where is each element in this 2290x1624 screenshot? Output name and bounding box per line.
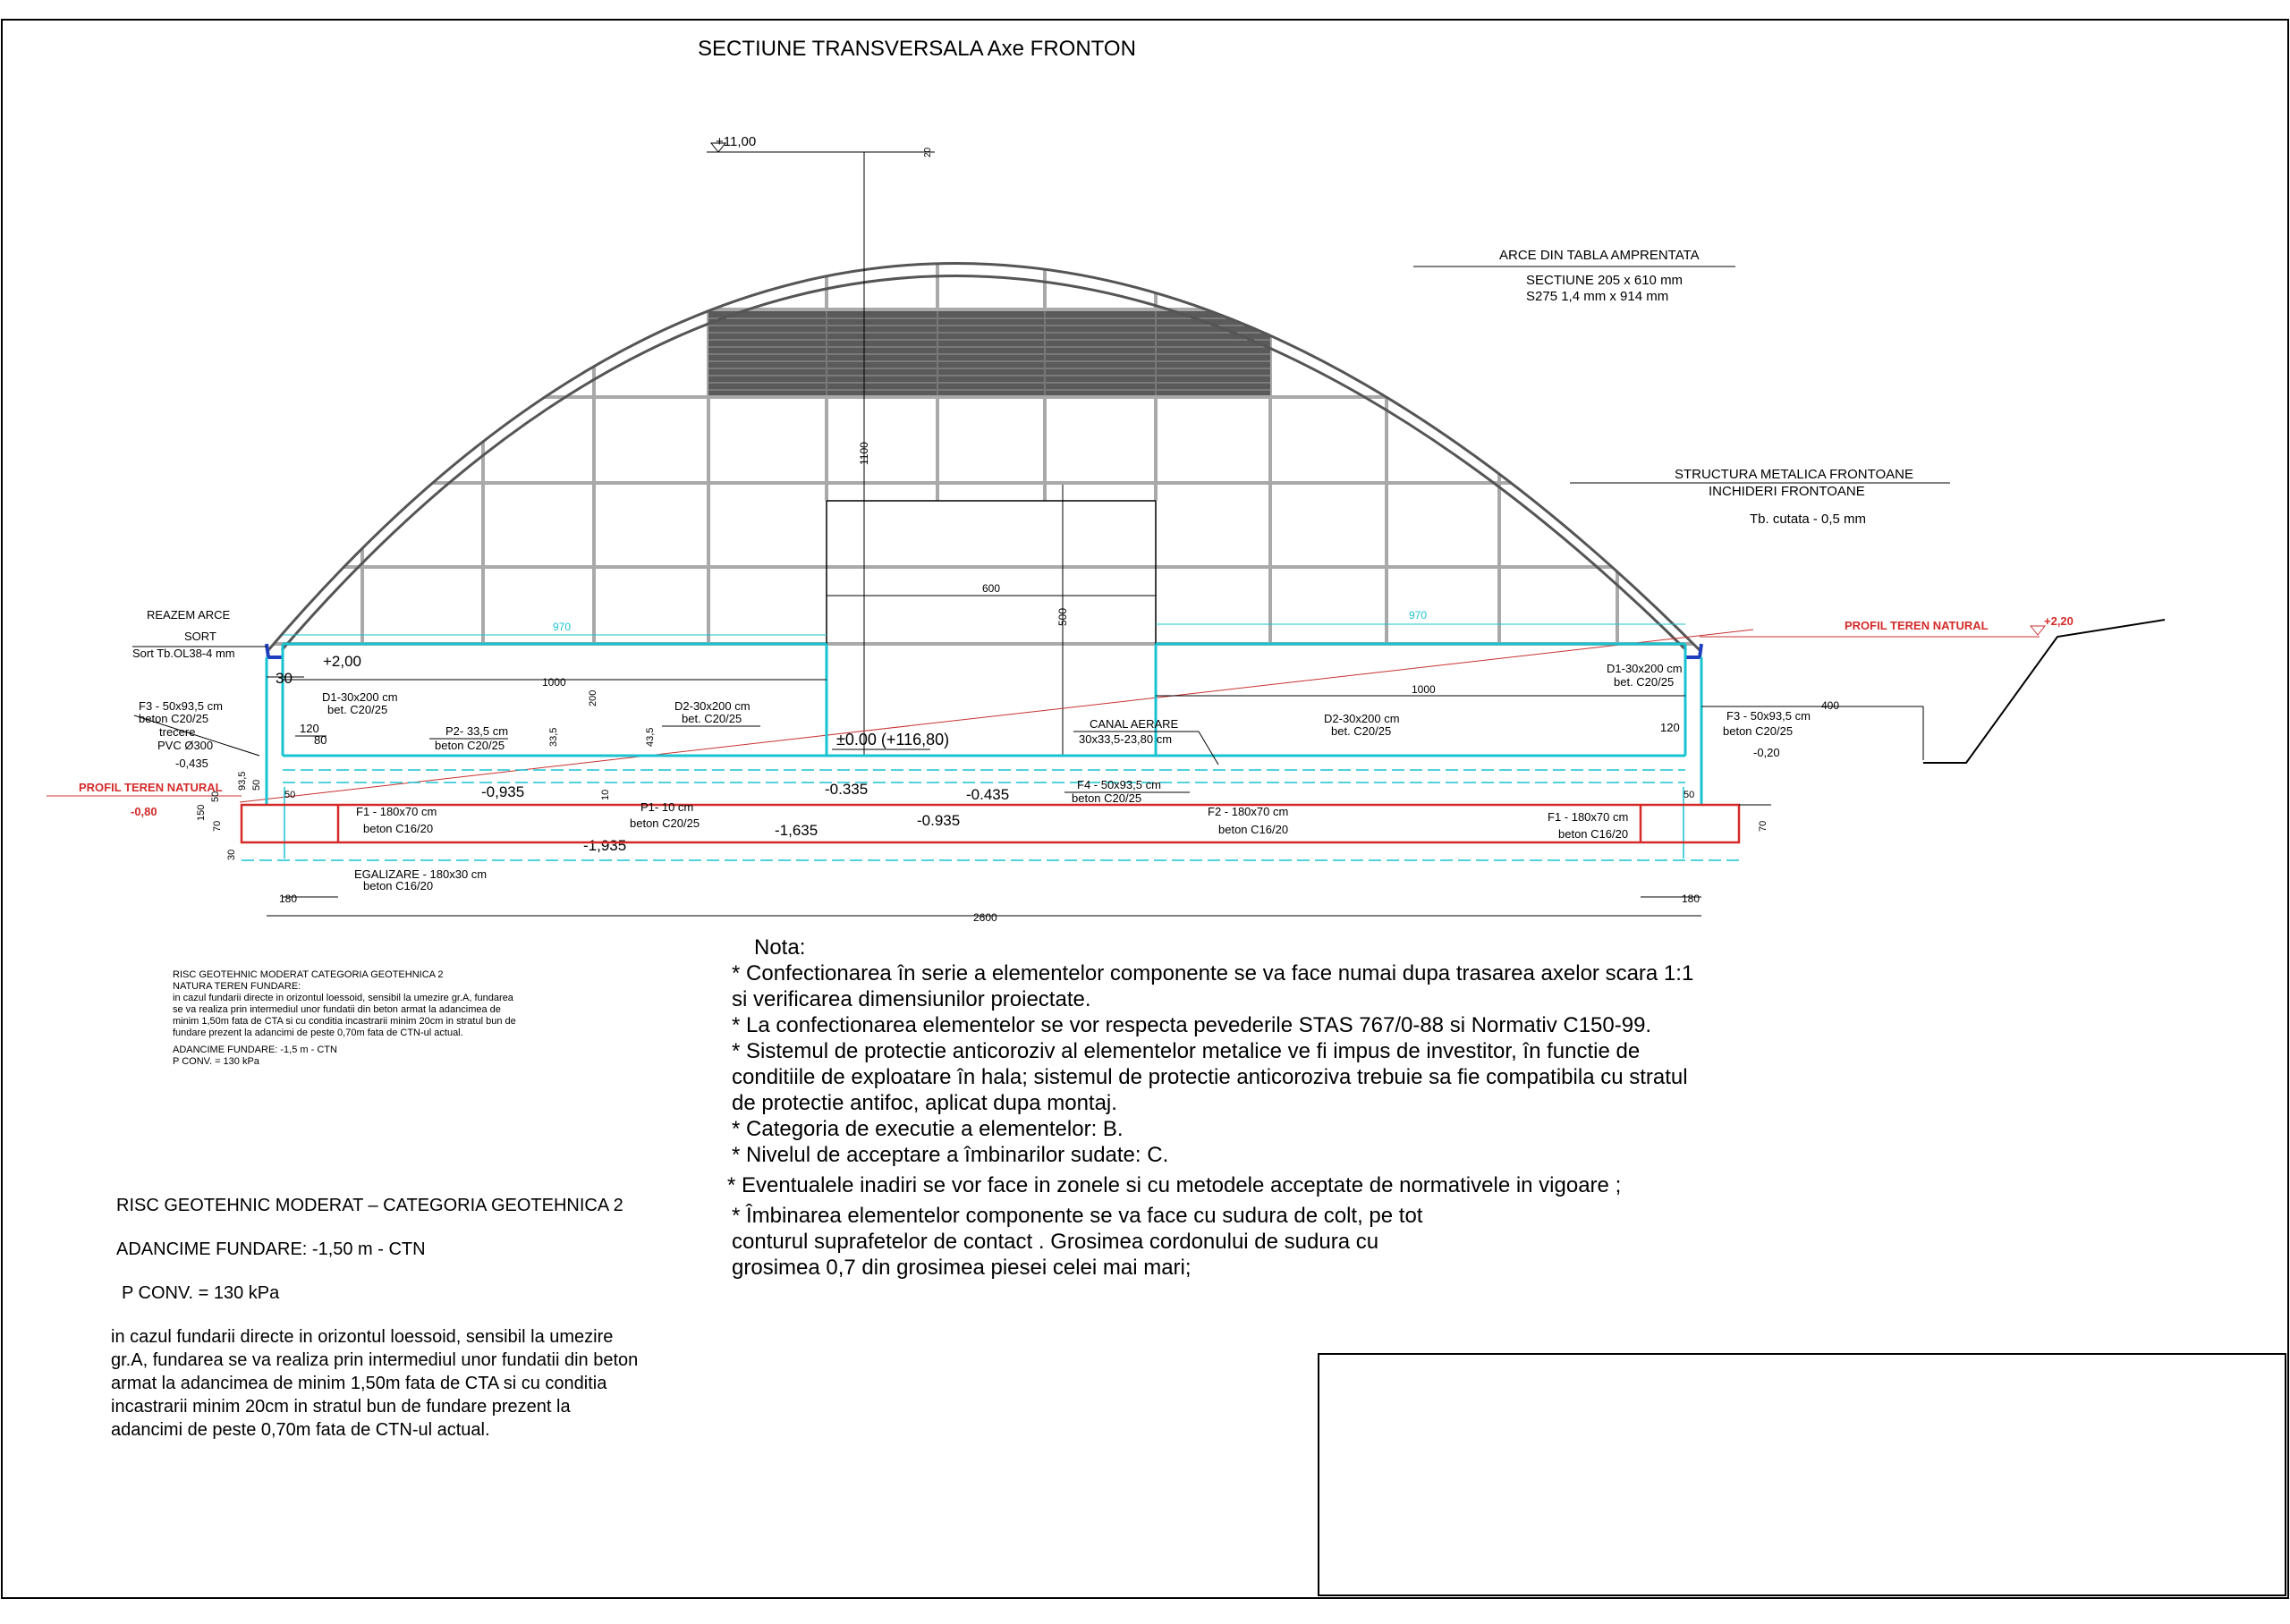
small-geo-l3: in cazul fundarii directe in orizontul loessoid, sensibil la umezire gr.A, fundarea <box>173 993 513 1003</box>
label-d1-left-b: bet. C20/25 <box>327 703 388 716</box>
label-f1-right-b: beton C16/20 <box>1558 827 1629 841</box>
label-d2-right: D2-30x200 cm <box>1324 712 1400 725</box>
small-geotech-note <box>173 969 593 1068</box>
louver-panel <box>708 311 1270 395</box>
dim-1000-left: 1000 <box>542 676 566 689</box>
geo-p2: gr.A, fundarea se va realiza prin intermediul unor fundatii din beton <box>111 1350 639 1370</box>
arch-leader <box>1413 266 1950 483</box>
svg-text:30: 30 <box>226 849 237 860</box>
note-line: * Eventualele inadiri se vor face in zonele si cu metodele acceptate de normativele in vigoare ; <box>727 1173 1622 1197</box>
dim-120-left: 120 <box>300 722 319 735</box>
svg-text:50: 50 <box>210 791 221 802</box>
drawing-title: SECTIUNE TRANSVERSALA Axe FRONTON <box>698 37 1136 61</box>
note-line: de protectie antifoc, aplicat dupa montaj. <box>732 1091 1117 1115</box>
small-geo-l2: NATURA TEREN FUNDARE: <box>173 981 301 992</box>
svg-text:1100: 1100 <box>858 442 870 465</box>
level-top: +11,00 <box>716 134 757 149</box>
label-p1: P1- 10 cm <box>640 800 694 814</box>
small-geo-l6: fundare prezent la adancimi de peste 0,70m fata de CTN-ul actual. <box>173 1028 463 1038</box>
label-f3-right-b: beton C20/25 <box>1723 724 1794 738</box>
level-zero: ±0.00 (+116,80) <box>836 731 950 749</box>
note-line: si verificarea dimensiunilor proiectate. <box>732 987 1091 1011</box>
level-0335: -0.335 <box>825 781 869 798</box>
label-canal: CANAL AERARE <box>1090 717 1179 731</box>
level-inner: +2,00 <box>323 653 362 670</box>
frontal-grid <box>268 143 1700 644</box>
dim-970-left: 970 <box>553 621 572 633</box>
foundations <box>242 805 1739 842</box>
dim-180-left: 180 <box>279 892 298 905</box>
label-trecere: trecere <box>159 725 196 739</box>
label-reazem: REAZEM ARCE <box>147 608 231 622</box>
top-level-mark <box>707 134 935 157</box>
note-line: * La confectionarea elementelor se vor respecta pevederile STAS 767/0-88 si Normativ C150-99. <box>732 1013 1652 1037</box>
label-profil-left: PROFIL TEREN NATURAL <box>79 781 223 794</box>
label-d2-left: D2-30x200 cm <box>674 699 751 713</box>
label-arce-sect: SECTIUNE 205 x 610 mm <box>1526 273 1684 288</box>
note-line: * Confectionarea în serie a elementelor componente se va face numai dupa trasarea axelor scara 1:1 <box>732 961 1694 985</box>
label-arce-mat: S275 1,4 mm x 914 mm <box>1526 289 1669 304</box>
support-right <box>1685 644 1701 657</box>
svg-text:150: 150 <box>196 804 207 821</box>
label-d1-left: D1-30x200 cm <box>322 690 398 704</box>
label-f3-left: F3 - 50x93,5 cm <box>139 699 223 713</box>
geo-p5: adancimi de peste 0,70m fata de CTN-ul actual. <box>111 1420 490 1440</box>
dim-600 <box>827 582 1156 596</box>
small-geo-l5: minim 1,50m fata de CTA si cu conditia incastrarii minim 20cm in stratul bun de <box>173 1016 516 1027</box>
note-line: conturul suprafetelor de contact . Grosimea cordonului de sudura cu <box>732 1230 1379 1254</box>
level-0935-mid: -0.935 <box>917 812 961 829</box>
label-arce-title: ARCE DIN TABLA AMPRENTATA <box>1499 248 1700 263</box>
label-d2-left-b: bet. C20/25 <box>682 712 742 725</box>
dim-70-right: 70 <box>1758 820 1768 832</box>
dim-33-5: 33,5 <box>548 727 559 747</box>
level-0435-left: -0,435 <box>175 757 208 770</box>
geo-p3: armat la adancimea de minim 1,50m fata de CTA si cu conditia <box>111 1374 607 1393</box>
label-f2-b: beton C16/20 <box>1218 823 1289 836</box>
label-f1-left: F1 - 180x70 cm <box>356 805 437 818</box>
small-geo-l8: P CONV. = 130 kPa <box>173 1056 259 1067</box>
dim-2600: 2600 <box>973 911 997 924</box>
label-profil-right: PROFIL TEREN NATURAL <box>1845 619 1989 632</box>
level-1635: -1,635 <box>775 822 818 839</box>
label-egal: EGALIZARE - 180x30 cm <box>354 867 488 881</box>
level-0935-left: -0,935 <box>481 783 525 800</box>
label-f1-left-b: beton C16/20 <box>363 822 434 835</box>
level-020-right: -0,20 <box>1753 746 1780 759</box>
label-sort-tb: Sort Tb.OL38-4 mm <box>132 647 235 660</box>
dim-400: 400 <box>1821 699 1840 712</box>
svg-text:93,5: 93,5 <box>237 771 248 791</box>
title-block <box>1318 1353 2286 1596</box>
label-d2-right-b: bet. C20/25 <box>1331 724 1392 738</box>
geotech-note <box>111 1194 689 1442</box>
note-line: conditiile de exploatare în hala; sistemul de protectie anticoroziva trebuie sa fie compatibila cu stratul <box>732 1065 1688 1089</box>
geo-adancime: ADANCIME FUNDARE: -1,50 m - CTN <box>116 1239 426 1259</box>
label-f1-right: F1 - 180x70 cm <box>1548 810 1629 824</box>
label-f4: F4 - 50x93,5 cm <box>1077 778 1161 791</box>
label-canal-dim: 30x33,5-23,80 cm <box>1079 732 1173 746</box>
note-line: * Categoria de executie a elementelor: B. <box>732 1117 1124 1141</box>
label-p2: P2- 33,5 cm <box>445 724 509 738</box>
dim-30: 30 <box>276 670 293 687</box>
dim-500 <box>1056 485 1069 756</box>
label-f3-left-b: beton C20/25 <box>139 712 209 725</box>
svg-text:50: 50 <box>284 790 296 800</box>
geo-p4: incastrarii minim 20cm in stratul bun de fundare prezent la <box>111 1397 571 1417</box>
label-f3-right: F3 - 50x93,5 cm <box>1726 709 1811 723</box>
label-struct-1: STRUCTURA METALICA FRONTOANE <box>1675 467 1913 482</box>
dim-200: 200 <box>588 689 598 706</box>
note-line: grosimea 0,7 din grosimea piesei celei mai mari; <box>732 1256 1192 1280</box>
label-egal-b: beton C16/20 <box>363 879 434 892</box>
label-sort: SORT <box>184 630 216 643</box>
dim-1000-right: 1000 <box>1412 683 1436 696</box>
label-p1-b: beton C20/25 <box>630 816 700 830</box>
level-080: -0,80 <box>131 805 157 818</box>
geo-risc: RISC GEOTEHNIC MODERAT – CATEGORIA GEOTEHNICA 2 <box>116 1196 623 1215</box>
dim-1100 <box>858 152 870 756</box>
support-left <box>267 644 283 657</box>
dim-43-5: 43,5 <box>645 727 656 747</box>
small-geo-l7: ADANCIME FUNDARE: -1,5 m - CTN <box>173 1045 337 1055</box>
level-1935: -1,935 <box>583 837 627 854</box>
label-pvc: PVC Ø300 <box>157 739 214 752</box>
terrain-profile <box>240 620 2167 802</box>
geo-pconv: P CONV. = 130 kPa <box>122 1283 280 1303</box>
notes-title: Nota: <box>754 935 806 960</box>
notes-block <box>727 935 1751 1281</box>
label-f4-b: beton C20/25 <box>1072 791 1142 805</box>
cyan-structure <box>242 644 1739 860</box>
level-right-terrain: +2,20 <box>2044 614 2074 628</box>
svg-text:600: 600 <box>982 582 1001 595</box>
leader-canal-2 <box>1199 732 1218 765</box>
geo-p1: in cazul fundarii directe in orizontul loessoid, sensibil la umezire <box>111 1327 614 1347</box>
dim-50-right: 50 <box>1684 790 1695 800</box>
dim-80: 80 <box>314 733 327 747</box>
label-p2-b: beton C20/25 <box>435 739 505 752</box>
dim-970-right: 970 <box>1409 609 1428 622</box>
note-line: * Sistemul de protectie anticoroziv al elementelor metalice ve fi impus de investitor, în functie de <box>732 1039 1641 1063</box>
dim-120-right: 120 <box>1660 721 1680 734</box>
svg-text:70: 70 <box>212 820 223 832</box>
label-d1-right: D1-30x200 cm <box>1607 662 1683 675</box>
note-line: * Îmbinarea elementelor componente se va face cu sudura de colt, pe tot <box>732 1204 1423 1228</box>
level-mark-right <box>2031 626 2045 635</box>
level-0435-mid: -0.435 <box>966 786 1010 803</box>
label-struct-3: Tb. cutata - 0,5 mm <box>1750 512 1867 527</box>
dim-10: 10 <box>600 789 611 800</box>
svg-text:50: 50 <box>251 779 262 791</box>
note-line: * Nivelul de acceptare a îmbinarilor sudate: C. <box>732 1143 1169 1167</box>
label-struct-2: INCHIDERI FRONTOANE <box>1709 484 1865 499</box>
dim-180-right: 180 <box>1682 892 1701 905</box>
svg-text:500: 500 <box>1056 607 1069 626</box>
label-f2: F2 - 180x70 cm <box>1208 805 1289 818</box>
label-d1-right-b: bet. C20/25 <box>1614 675 1675 689</box>
dim-20: 20 <box>923 147 933 157</box>
small-geo-l1: RISC GEOTEHNIC MODERAT CATEGORIA GEOTEHNICA 2 <box>173 969 444 980</box>
small-geo-l4: se va realiza prin intermediul unor fundatii din beton armat la adancimea de <box>173 1004 501 1015</box>
